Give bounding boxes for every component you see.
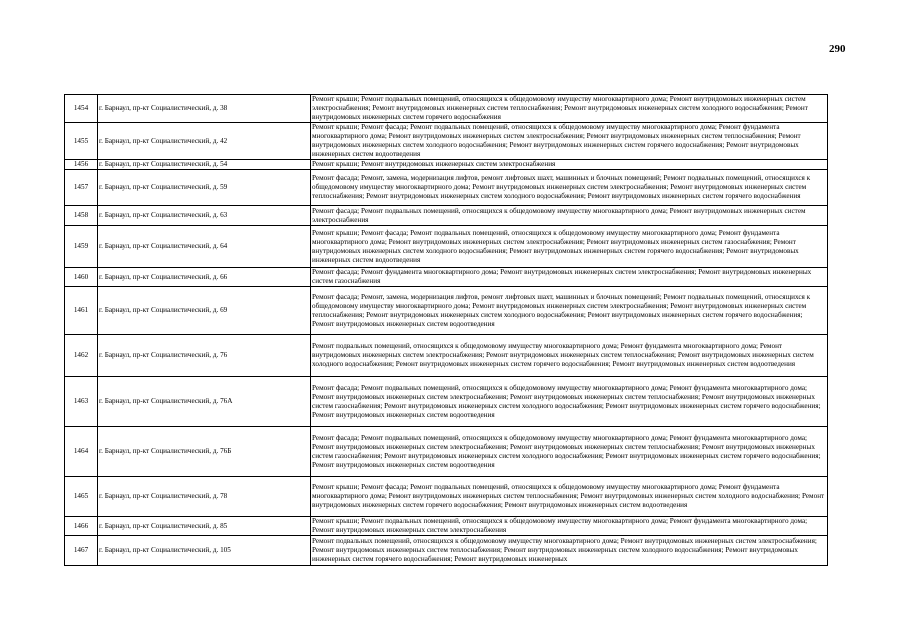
row-address: г. Барнаул, пр-кт Социалистический, д. 64	[98, 226, 311, 268]
row-number: 1467	[65, 536, 98, 566]
row-works: Ремонт фасада; Ремонт, замена, модернизация лифтов, ремонт лифтовых шахт, машинных и блочных помещений; Ремонт подвальных помещений, относящихся к общедомовому имуществу многоквартирного дома; Ремонт внутридомовых инженерных систем электроснабжения; Ремонт внутридомовых инженерных систем теплоснабжения; Ремонт внутридомовых инженерных систем холодного водоснабжения; Ремонт внутридомовых инженерных систем горячего водоснабжения	[311, 170, 828, 206]
table-row	[65, 170, 828, 206]
row-address: г. Барнаул, пр-кт Социалистический, д. 59	[98, 170, 311, 206]
table-row	[65, 226, 828, 268]
table-row	[65, 287, 828, 335]
row-address: г. Барнаул, пр-кт Социалистический, д. 105	[98, 536, 311, 566]
page-number: 290	[829, 43, 846, 55]
row-number: 1458	[65, 206, 98, 226]
row-works: Ремонт крыши; Ремонт фасада; Ремонт подвальных помещений, относящихся к общедомовому имуществу многоквартирного дома; Ремонт фундамента многоквартирного дома; Ремонт внутридомовых инженерных систем электроснабжения; Ремонт внутридомовых инженерных систем газоснабжения; Ремонт внутридомовых инженерных систем холодного водоснабжения; Ремонт внутридомовых инженерных систем горячего водоснабжения; Ремонт внутридомовых инженерных систем водоотведения	[311, 226, 828, 268]
table-row	[65, 123, 828, 160]
row-number: 1466	[65, 517, 98, 536]
row-number: 1462	[65, 335, 98, 377]
row-number: 1465	[65, 477, 98, 517]
row-works: Ремонт крыши; Ремонт фасада; Ремонт подвальных помещений, относящихся к общедомовому имуществу многоквартирного дома; Ремонт фундамента многоквартирного дома; Ремонт внутридомовых инженерных систем теплоснабжения; Ремонт внутридомовых инженерных систем холодного водоснабжения; Ремонт внутридомовых инженерных систем горячего водоснабжения; Ремонт внутридомовых инженерных систем водоотведения	[311, 477, 828, 517]
row-works: Ремонт фасада; Ремонт подвальных помещений, относящихся к общедомовому имуществу многоквартирного дома; Ремонт фундамента многоквартирного дома; Ремонт внутридомовых инженерных систем электроснабжения; Ремонт внутридомовых инженерных систем теплоснабжения; Ремонт внутридомовых инженерных систем газоснабжения; Ремонт внутридомовых инженерных систем холодного водоснабжения; Ремонт внутридомовых инженерных систем горячего водоснабжения; Ремонт внутридомовых инженерных систем водоотведения	[311, 427, 828, 477]
row-works: Ремонт подвальных помещений, относящихся к общедомовому имуществу многоквартирного дома; Ремонт фундамента многоквартирного дома; Ремонт внутридомовых инженерных систем электроснабжения; Ремонт внутридомовых инженерных систем теплоснабжения; Ремонт внутридомовых инженерных систем холодного водоснабжения; Ремонт внутридомовых инженерных систем горячего водоснабжения; Ремонт внутридомовых инженерных систем водоотведения	[311, 335, 828, 377]
row-address: г. Барнаул, пр-кт Социалистический, д. 76	[98, 335, 311, 377]
row-works: Ремонт крыши; Ремонт внутридомовых инженерных систем электроснабжения	[311, 160, 828, 170]
row-number: 1463	[65, 377, 98, 427]
row-address: г. Барнаул, пр-кт Социалистический, д. 54	[98, 160, 311, 170]
row-address: г. Барнаул, пр-кт Социалистический, д. 63	[98, 206, 311, 226]
row-works: Ремонт крыши; Ремонт подвальных помещений, относящихся к общедомовому имуществу многоквартирного дома; Ремонт внутридомовых инженерных систем электроснабжения; Ремонт внутридомовых инженерных систем теплоснабжения; Ремонт внутридомовых инженерных систем холодного водоснабжения; Ремонт внутридомовых инженерных систем горячего водоснабжения	[311, 95, 828, 123]
row-works: Ремонт фасада; Ремонт фундамента многоквартирного дома; Ремонт внутридомовых инженерных систем электроснабжения; Ремонт внутридомовых инженерных систем газоснабжения	[311, 268, 828, 287]
table-row	[65, 477, 828, 517]
row-works: Ремонт фасада; Ремонт, замена, модернизация лифтов, ремонт лифтовых шахт, машинных и блочных помещений; Ремонт подвальных помещений, относящихся к общедомовому имуществу многоквартирного дома; Ремонт внутридомовых инженерных систем электроснабжения; Ремонт внутридомовых инженерных систем теплоснабжения; Ремонт внутридомовых инженерных систем холодного водоснабжения; Ремонт внутридомовых инженерных систем горячего водоснабжения; Ремонт внутридомовых инженерных систем водоотведения	[311, 287, 828, 335]
row-address: г. Барнаул, пр-кт Социалистический, д. 76Б	[98, 427, 311, 477]
row-works: Ремонт фасада; Ремонт подвальных помещений, относящихся к общедомовому имуществу многоквартирного дома; Ремонт внутридомовых инженерных систем электроснабжения	[311, 206, 828, 226]
row-address: г. Барнаул, пр-кт Социалистический, д. 42	[98, 123, 311, 160]
table-row	[65, 160, 828, 170]
table-row	[65, 536, 828, 566]
row-address: г. Барнаул, пр-кт Социалистический, д. 85	[98, 517, 311, 536]
row-number: 1461	[65, 287, 98, 335]
row-works: Ремонт крыши; Ремонт фасада; Ремонт подвальных помещений, относящихся к общедомовому имуществу многоквартирного дома; Ремонт фундамента многоквартирного дома; Ремонт внутридомовых инженерных систем электроснабжения; Ремонт внутридомовых инженерных систем теплоснабжения; Ремонт внутридомовых инженерных систем холодного водоснабжения; Ремонт внутридомовых инженерных систем горячего водоснабжения; Ремонт внутридомовых инженерных систем водоотведения	[311, 123, 828, 160]
row-number: 1456	[65, 160, 98, 170]
row-works: Ремонт подвальных помещений, относящихся к общедомовому имуществу многоквартирного дома; Ремонт внутридомовых инженерных систем электроснабжения; Ремонт внутридомовых инженерных систем теплоснабжения; Ремонт внутридомовых инженерных систем холодного водоснабжения; Ремонт внутридомовых инженерных систем горячего водоснабжения; Ремонт внутридомовых инженерных	[311, 536, 828, 566]
row-number: 1460	[65, 268, 98, 287]
row-works: Ремонт крыши; Ремонт подвальных помещений, относящихся к общедомовому имуществу многоквартирного дома; Ремонт фундамента многоквартирного дома; Ремонт внутридомовых инженерных систем электроснабжения	[311, 517, 828, 536]
registry-table	[64, 94, 828, 566]
row-number: 1459	[65, 226, 98, 268]
table-row	[65, 335, 828, 377]
table-row	[65, 268, 828, 287]
row-address: г. Барнаул, пр-кт Социалистический, д. 76А	[98, 377, 311, 427]
table-row	[65, 427, 828, 477]
row-number: 1454	[65, 95, 98, 123]
row-number: 1455	[65, 123, 98, 160]
table-row	[65, 377, 828, 427]
row-works: Ремонт фасада; Ремонт подвальных помещений, относящихся к общедомовому имуществу многоквартирного дома; Ремонт фундамента многоквартирного дома; Ремонт внутридомовых инженерных систем электроснабжения; Ремонт внутридомовых инженерных систем теплоснабжения; Ремонт внутридомовых инженерных систем газоснабжения; Ремонт внутридомовых инженерных систем холодного водоснабжения; Ремонт внутридомовых инженерных систем горячего водоснабжения; Ремонт внутридомовых инженерных систем водоотведения	[311, 377, 828, 427]
row-address: г. Барнаул, пр-кт Социалистический, д. 69	[98, 287, 311, 335]
row-number: 1464	[65, 427, 98, 477]
table-row	[65, 206, 828, 226]
table-row	[65, 517, 828, 536]
row-number: 1457	[65, 170, 98, 206]
row-address: г. Барнаул, пр-кт Социалистический, д. 66	[98, 268, 311, 287]
row-address: г. Барнаул, пр-кт Социалистический, д. 78	[98, 477, 311, 517]
registry-table-body	[65, 95, 828, 566]
row-address: г. Барнаул, пр-кт Социалистический, д. 38	[98, 95, 311, 123]
table-row	[65, 95, 828, 123]
